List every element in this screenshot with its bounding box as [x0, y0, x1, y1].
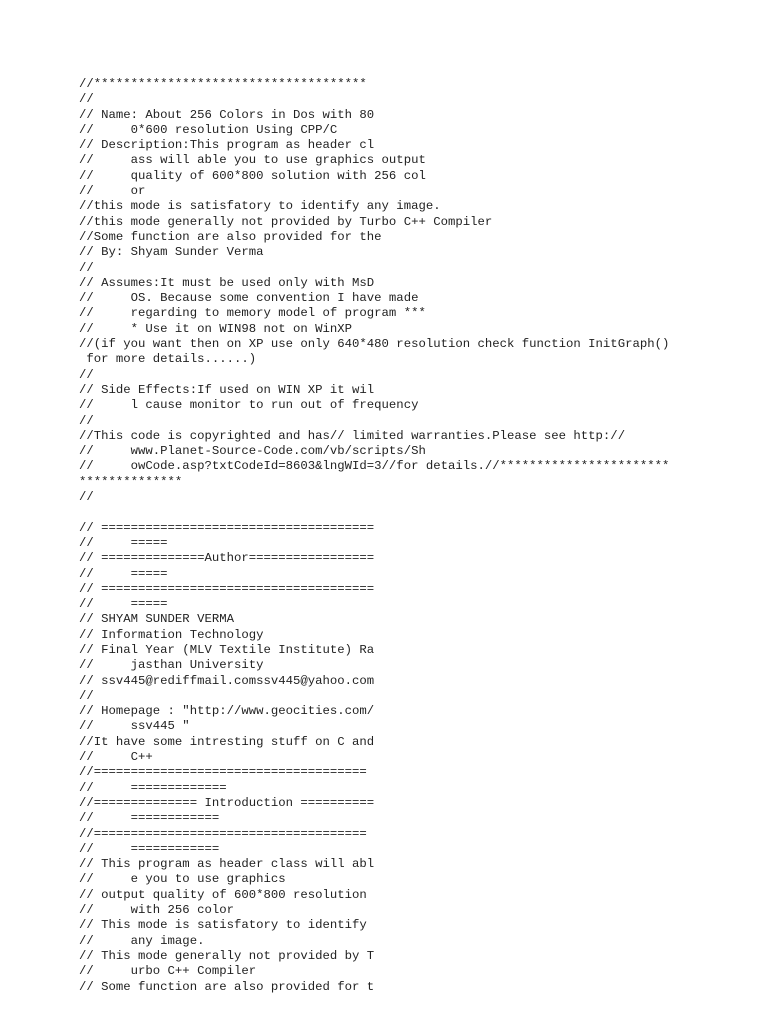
code-line: // urbo C++ Compiler [79, 964, 257, 979]
code-line: //Some function are also provided for the [79, 229, 382, 244]
code-line: // l cause monitor to run out of frequency [79, 398, 419, 413]
code-line: // Some function are also provided for t [79, 979, 375, 994]
code-line: // ==============Author================= [79, 551, 375, 566]
code-line: // regarding to memory model of program *** [79, 306, 426, 321]
code-line: //this mode is satisfatory to identify any image. [79, 199, 441, 214]
code-line: // This program as header class will abl [79, 857, 375, 872]
code-line: // [79, 260, 94, 275]
code-line: // ass will able you to use graphics output [79, 153, 426, 168]
code-line: // ===== [79, 597, 168, 612]
code-line: // ===== [79, 566, 168, 581]
code-line: // 0*600 resolution Using CPP/C [79, 122, 338, 137]
code-line [79, 505, 669, 520]
code-line: //************************************* [79, 77, 367, 91]
code-line: // SHYAM SUNDER VERMA [79, 612, 234, 627]
code-line: ************** [79, 474, 183, 489]
code-line: // Description:This program as header cl [79, 138, 375, 153]
code-line: //It have some intresting stuff on C and [79, 734, 375, 749]
code-line: // OS. Because some convention I have made [79, 291, 419, 306]
code-line: // This mode generally not provided by T [79, 948, 375, 963]
code-line: // ============ [79, 841, 220, 856]
code-line: // output quality of 600*800 resolution [79, 887, 367, 902]
code-line: // [79, 92, 94, 107]
code-line: // Side Effects:If used on WIN XP it wil [79, 382, 375, 397]
code-line: // quality of 600*800 solution with 256 col [79, 168, 426, 183]
code-line: // [79, 367, 94, 382]
code-line: // ===================================== [79, 520, 375, 535]
code-line: // Information Technology [79, 627, 264, 642]
code-line: // www.Planet-Source-Code.com/vb/scripts/Sh [79, 444, 426, 459]
code-line: // Final Year (MLV Textile Institute) Ra [79, 642, 375, 657]
code-line: // ============ [79, 811, 220, 826]
code-line: // with 256 color [79, 903, 234, 918]
code-line: for more details......) [79, 352, 257, 367]
code-line: // owCode.asp?txtCodeId=8603&lngWId=3//for details.//*********************** [79, 459, 670, 474]
code-line: // Name: About 256 Colors in Dos with 80 [79, 107, 375, 122]
code-line: //This code is copyrighted and has// limited warranties.Please see http:// [79, 428, 626, 443]
code-line: // or [79, 184, 146, 199]
code-line: // e you to use graphics [79, 872, 286, 887]
code-line: // [79, 490, 94, 505]
source-code-listing [79, 77, 669, 995]
code-line: // By: Shyam Sunder Verma [79, 245, 264, 260]
code-line: // ============= [79, 780, 227, 795]
code-line: // jasthan University [79, 658, 264, 673]
code-line: // This mode is satisfatory to identify [79, 918, 367, 933]
code-line: // * Use it on WIN98 not on WinXP [79, 321, 353, 336]
code-line: // ssv445 " [79, 719, 190, 734]
code-line: // Assumes:It must be used only with MsD [79, 275, 375, 290]
code-line: // [79, 413, 94, 428]
code-line: // Homepage : "http://www.geocities.com/ [79, 704, 375, 719]
code-line: //this mode generally not provided by Turbo C++ Compiler [79, 214, 493, 229]
code-line: //(if you want then on XP use only 640*480 resolution check function InitGraph() [79, 337, 670, 352]
code-line: // any image. [79, 933, 205, 948]
code-line: // ===================================== [79, 581, 375, 596]
code-line: // C++ [79, 750, 153, 765]
code-line: //===================================== [79, 765, 367, 780]
code-line: // [79, 688, 94, 703]
code-line: //============== Introduction ========== [79, 795, 375, 810]
code-line: // ===== [79, 535, 168, 550]
code-line: // ssv445@rediffmail.comssv445@yahoo.com [79, 673, 375, 688]
code-line: //===================================== [79, 826, 367, 841]
